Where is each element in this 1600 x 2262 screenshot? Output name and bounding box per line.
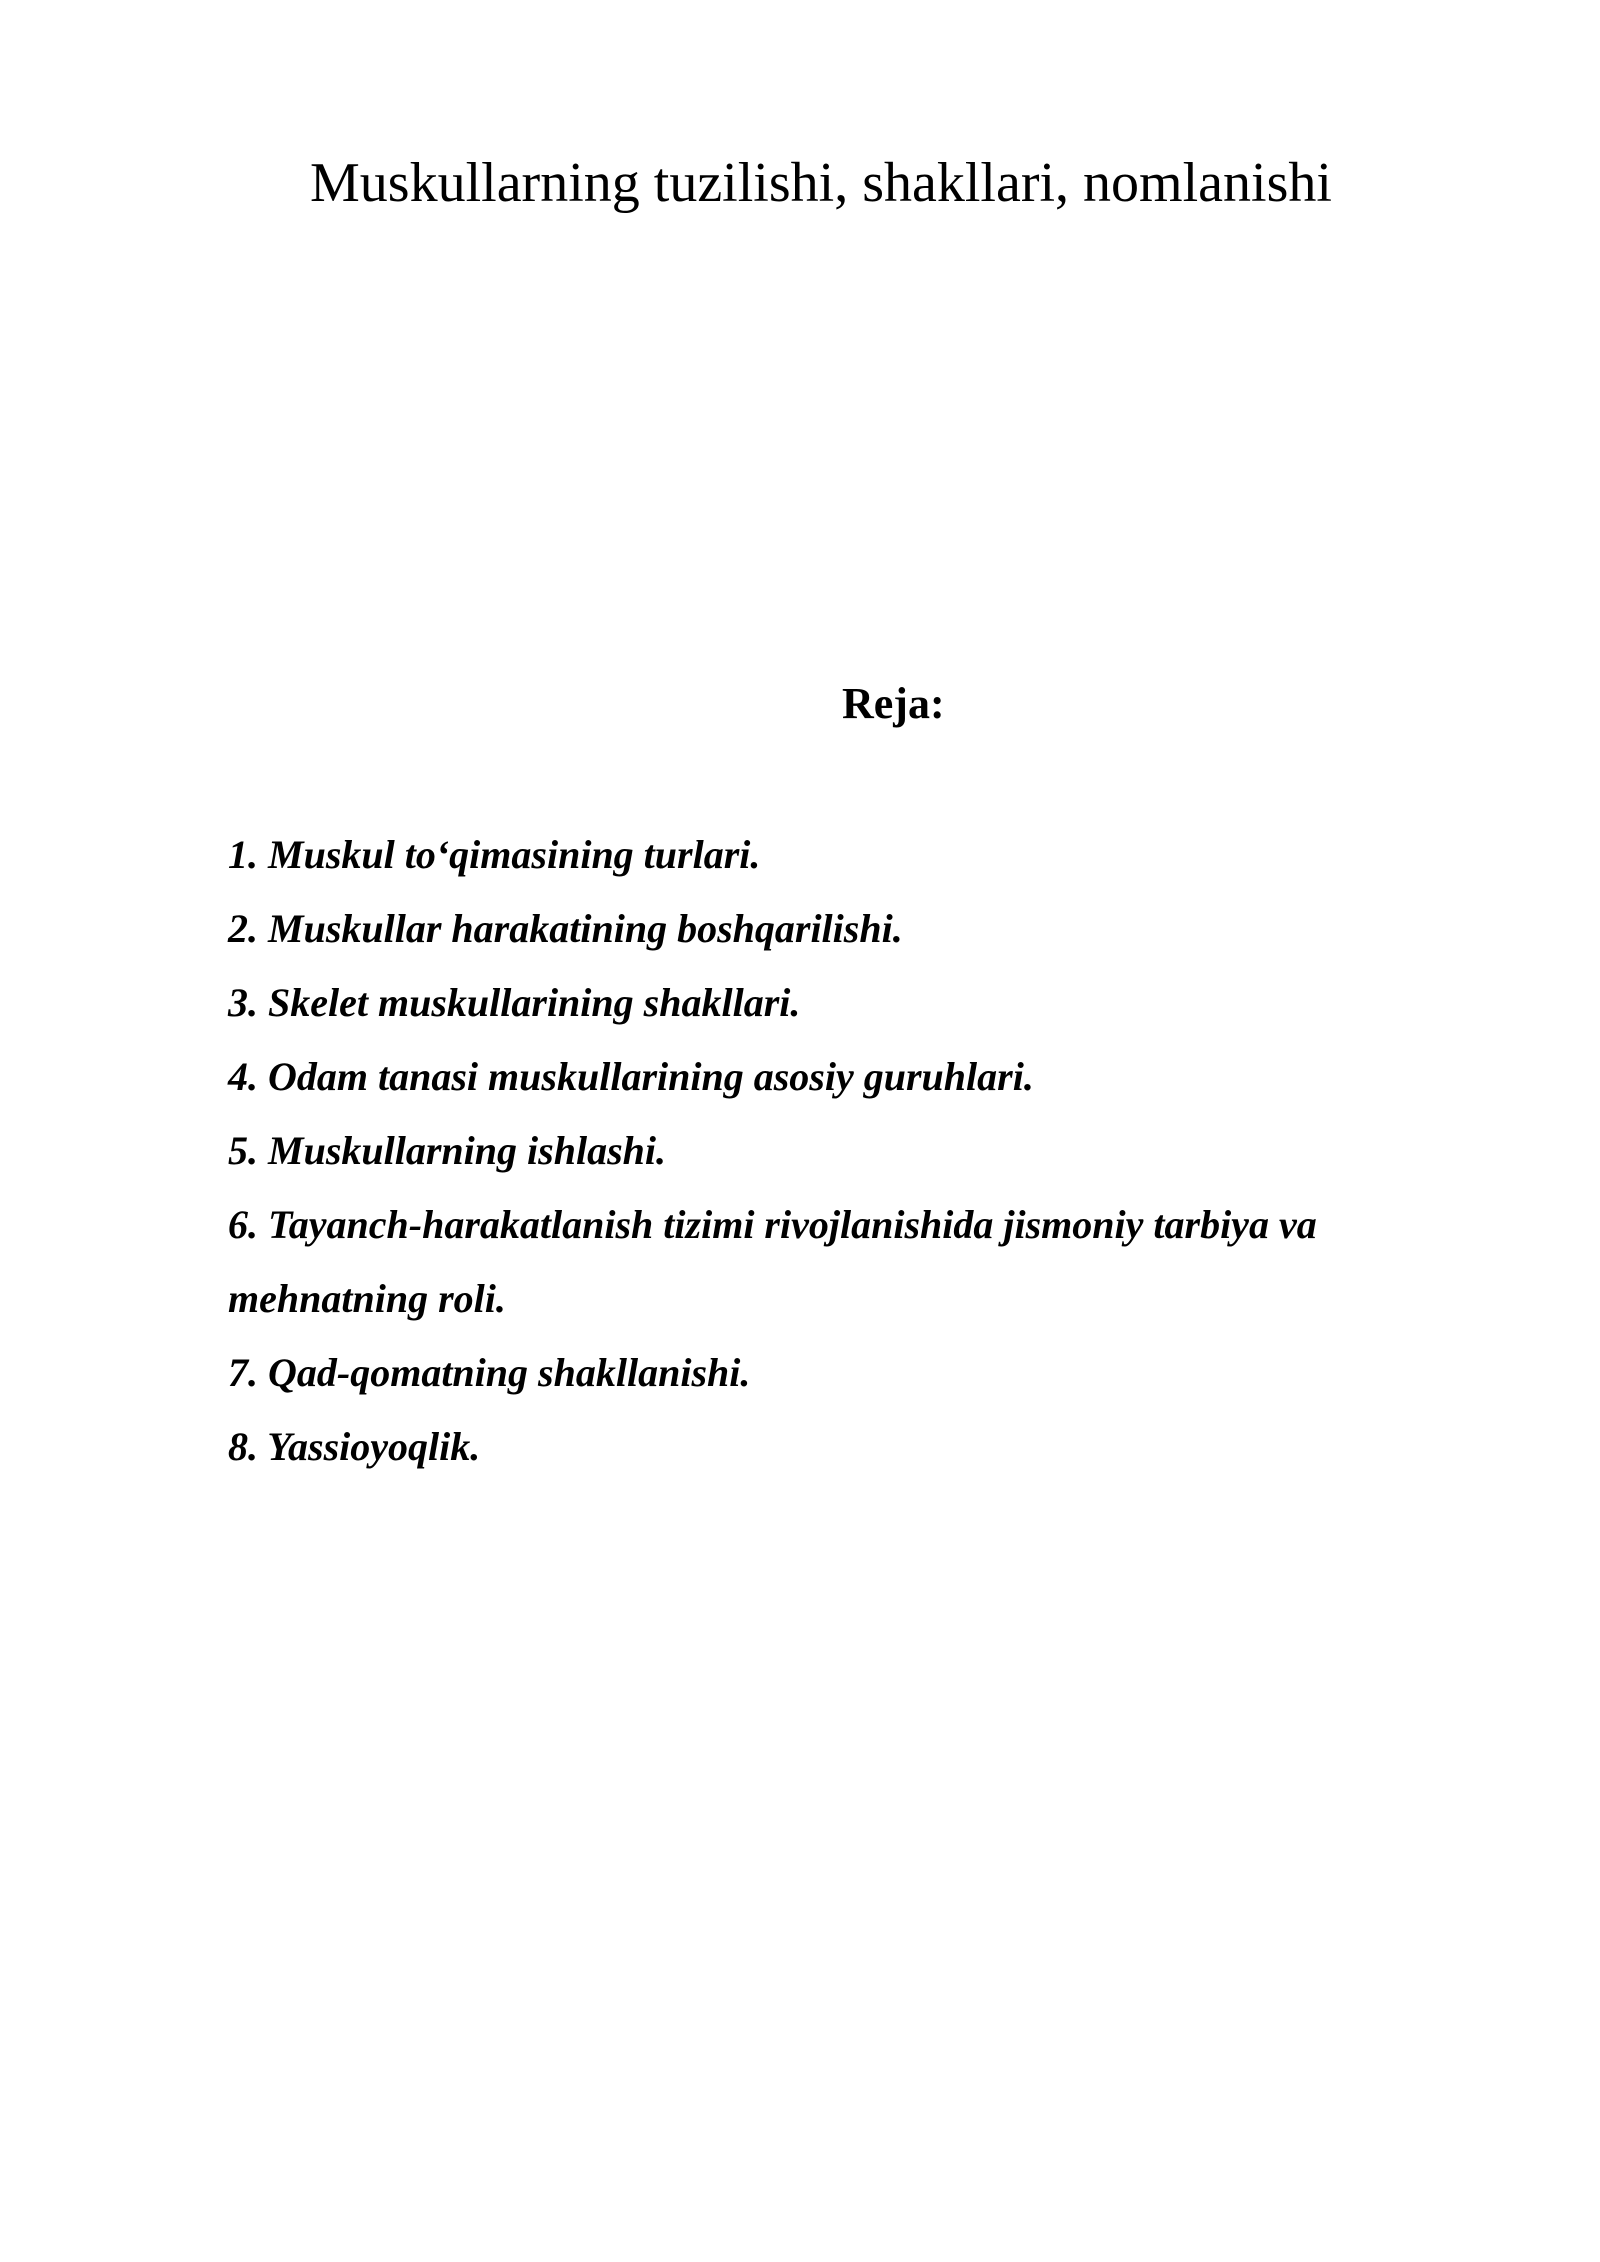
plan-item: 5. Muskullarning ishlashi. [228, 1128, 666, 1173]
plan-item: 7. Qad-qomatning shakllanishi. [228, 1350, 751, 1395]
page-title: Muskullarning tuzilishi, shakllari, nomlanishi [310, 152, 1332, 214]
plan-item: 8. Yassioyoqlik. [228, 1424, 481, 1469]
plan-item: 4. Odam tanasi muskullarining asosiy guruhlari. [228, 1054, 1034, 1099]
plan-list [228, 818, 1428, 1484]
plan-item: 6. Tayanch-harakatlanish tizimi rivojlanishida jismoniy tarbiya va mehnatning roli. [228, 1202, 1317, 1321]
plan-item: 3. Skelet muskullarining shakllari. [228, 980, 801, 1025]
plan-heading: Reja: [842, 679, 945, 728]
plan-item: 1. Muskul to‘qimasining turlari. [228, 832, 761, 877]
plan-item: 2. Muskullar harakatining boshqarilishi. [228, 906, 903, 951]
